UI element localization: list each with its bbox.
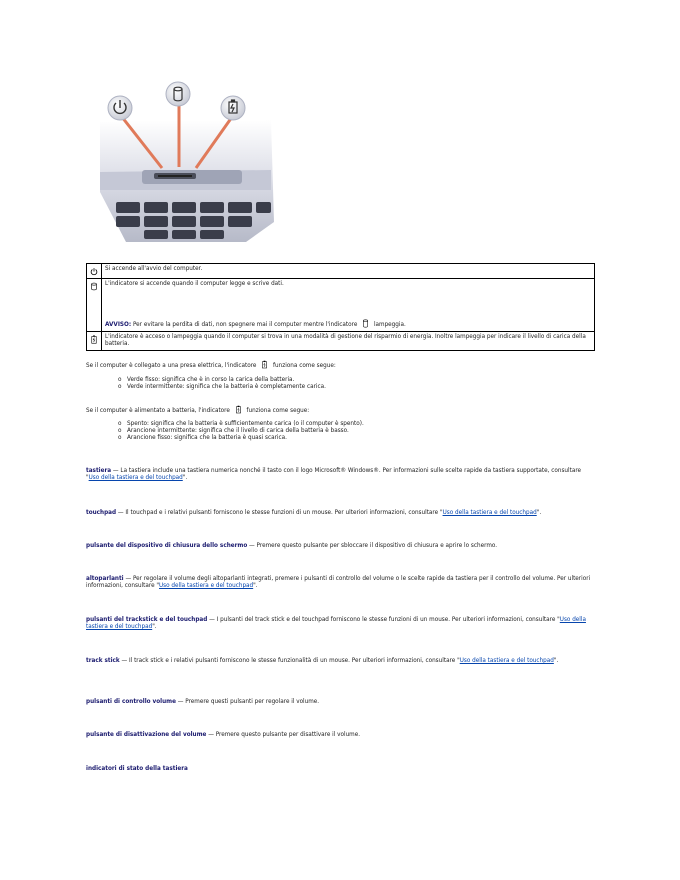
battery-icon [235, 405, 242, 414]
term-label: altoparlanti [86, 576, 124, 582]
term-status [86, 766, 596, 773]
description-cell [102, 279, 595, 332]
term-trackstick-touchpad [86, 617, 596, 631]
list-item-text: Verde fisso: significa che è in corso la carica della batteria. [127, 377, 295, 383]
row-text: L'indicatore è acceso o lampeggia quando il computer si trova in una modalità di gestione del risparmio di energia. Inoltre lampeggia per indicare il livello di carica della batteria. [105, 334, 586, 347]
notice-label: AVVISO: [105, 322, 132, 328]
row-text: Si accende all'avvio del computer. [105, 266, 203, 272]
list-item-text: Spento: significa che la batteria è sufficientemente carica (o il computer è spento). [127, 421, 364, 427]
term-text: — Premere questo pulsante per sbloccare il dispositivo di chiusura e aprire lo schermo. [247, 543, 498, 549]
term-tail: ". [152, 624, 157, 631]
term-label: pulsanti di controllo volume [86, 699, 176, 705]
term-tail: ". [553, 658, 559, 664]
term-tail: ". [536, 510, 542, 516]
battery-intro-tail: funziona come segue: [246, 408, 310, 414]
battery-intro-text: Se il computer è alimentato a batteria, l'indicatore [86, 408, 230, 414]
keyboard-touchpad-link[interactable]: Uso della tastiera e del touchpad [159, 583, 254, 590]
list-item: o Verde fisso: significa che è in corso la carica della batteria. [118, 377, 295, 383]
term-tail: ". [182, 475, 188, 482]
list-item: o Arancione intermittente: significa che il livello di carica della batteria è basso. [118, 428, 349, 434]
term-text: — Premere questo pulsante per disattivare il volume. [206, 732, 361, 738]
list-item: o Arancione fisso: significa che la batteria è quasi scarica. [118, 435, 287, 441]
icon-cell [87, 264, 102, 279]
list-item-text: Verde intermittente: significa che la batteria è completamente carica. [127, 384, 326, 390]
keyboard-touchpad-link[interactable]: Uso della tastiera e del touchpad [86, 617, 586, 631]
term-text: — Il touchpad e i relativi pulsanti forniscono le stesse funzioni di un mouse. Per ulteriori informazioni, consultare " [116, 510, 443, 516]
term-tastiera [86, 468, 596, 482]
power-icon [90, 267, 98, 276]
table-row [87, 279, 595, 332]
ac-intro-tail: funziona come segue: [273, 363, 336, 369]
notice-text: Per evitare la perdita di dati, non spegnere mai il computer mentre l'indicatore [132, 322, 358, 328]
battery-icon [90, 335, 98, 344]
term-label: touchpad [86, 510, 117, 516]
list-item-text: Arancione fisso: significa che la batteria è quasi scarica. [127, 435, 287, 441]
term-mute [86, 732, 596, 739]
term-text: — Per regolare il volume degli altoparlanti integrati, premere i pulsanti di controllo del volume o le scelte rapide da tastiera per il controllo del volume. Per ulteriori informazioni, consultare " [86, 576, 591, 590]
term-label: tastiera [86, 468, 112, 474]
table-row [87, 332, 595, 351]
hard-drive-icon [90, 282, 98, 291]
table-row [87, 264, 595, 279]
battery-intro [86, 405, 309, 415]
ac-intro-text: Se il computer è collegato a una presa elettrica, l'indicatore [86, 363, 257, 369]
keyboard-touchpad-link[interactable]: Uso della tastiera e del touchpad [459, 658, 554, 664]
term-label: indicatori di stato della tastiera [86, 766, 188, 772]
term-label: pulsante di disattivazione del volume [86, 732, 207, 738]
list-item-text: Arancione intermittente: significa che il livello di carica della batteria è basso. [127, 428, 349, 434]
term-touchpad [86, 510, 596, 517]
notice [105, 319, 406, 329]
keyboard-touchpad-link[interactable]: Uso della tastiera e del touchpad [88, 475, 183, 482]
description-cell [102, 332, 595, 351]
row-text: L'indicatore si accende quando il computer legge e scrive dati. [105, 281, 284, 287]
list-item: o Verde intermittente: significa che la batteria è completamente carica. [118, 384, 326, 390]
battery-icon [261, 360, 268, 369]
term-label: pulsanti del trackstick e del touchpad [86, 617, 208, 623]
laptop-indicator-illustration [96, 72, 276, 247]
notice-tail: lampeggia. [373, 322, 406, 328]
term-altoparlanti [86, 576, 596, 590]
keyboard-touchpad-link[interactable]: Uso della tastiera e del touchpad [442, 510, 537, 516]
icon-cell [87, 332, 102, 351]
term-volume [86, 699, 596, 706]
term-text: — I pulsanti del track stick e del touchpad forniscono le stesse funzioni di un mouse. Per ulteriori informazioni, consultare " [207, 617, 560, 623]
term-chiusura [86, 543, 596, 550]
icon-cell [87, 279, 102, 332]
indicator-table [86, 263, 595, 351]
term-text: — Premere questi pulsanti per regolare il volume. [175, 699, 320, 705]
description-cell [102, 264, 595, 279]
term-label: track stick [86, 658, 120, 664]
term-trackstick [86, 658, 596, 665]
list-item: o Spento: significa che la batteria è sufficientemente carica (o il computer è spento). [118, 421, 364, 427]
term-label: pulsante del dispositivo di chiusura dello schermo [86, 543, 248, 549]
ac-intro [86, 360, 336, 370]
hard-drive-icon [362, 319, 369, 328]
term-tail: ". [253, 583, 258, 590]
term-text: — La tastiera include una tastiera numerica nonché il tasto con il logo Microsoft® Windows®. Per informazioni sulle scelte rapide da tastiera supportate, consultare " [86, 468, 582, 482]
term-text: — Il track stick e i relativi pulsanti forniscono le stesse funzionalità di un mouse. Per ulteriori informazioni, consultare " [119, 658, 460, 664]
